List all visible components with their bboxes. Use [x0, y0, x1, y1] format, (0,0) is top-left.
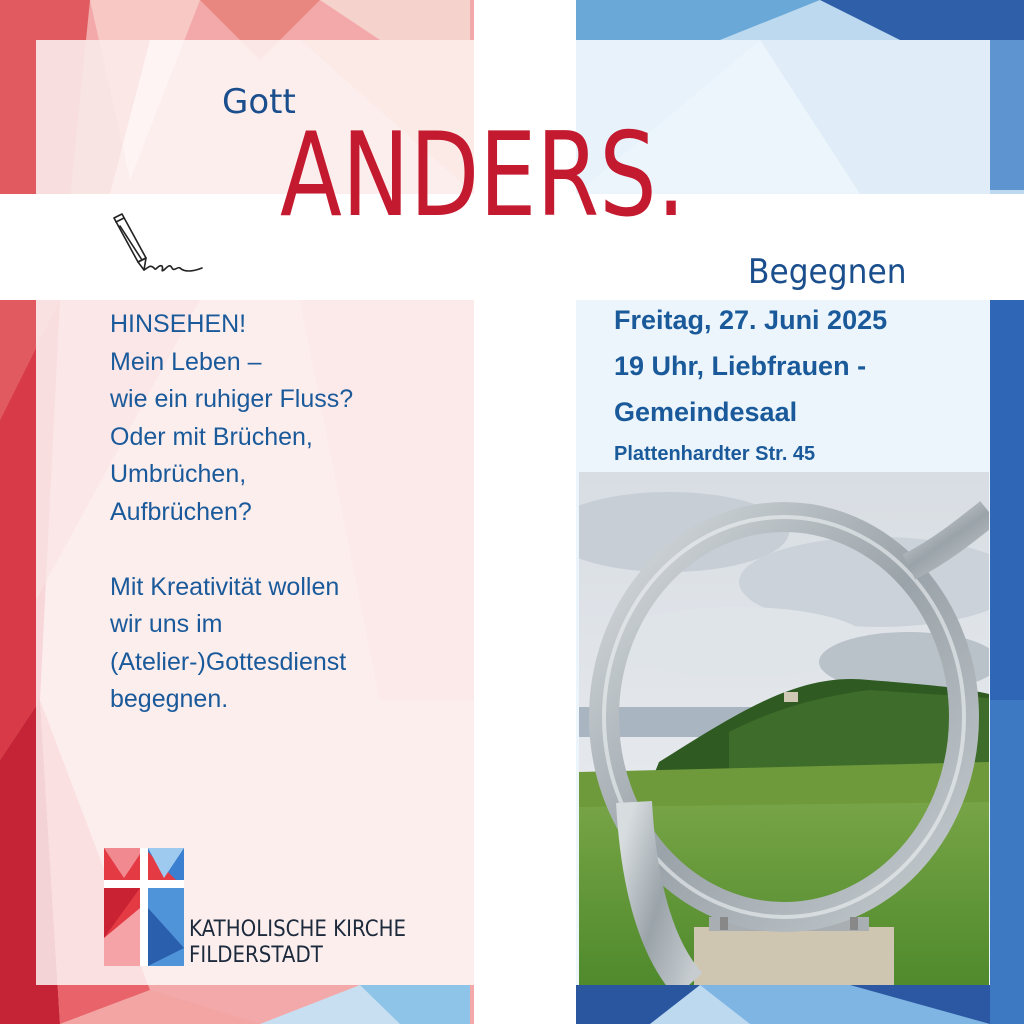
event-address: Plattenhardter Str. 45: [614, 443, 816, 465]
text-line: begegnen.: [110, 685, 229, 713]
text-line: (Atelier-)Gottesdienst: [110, 647, 347, 676]
event-time-place: 19 Uhr, Liebfrauen -: [614, 351, 867, 381]
left-text-block: [110, 306, 470, 719]
text-line: wie ein ruhiger Fluss?: [110, 385, 354, 413]
text-line: Oder mit Brüchen,: [110, 422, 313, 451]
text-line: Mit Kreativität wollen: [110, 572, 340, 601]
org-name-line1: KATHOLISCHE KIRCHE: [189, 917, 406, 942]
text-line: Aufbrüchen?: [110, 497, 252, 526]
church-logo-icon: [104, 848, 184, 966]
event-date: Freitag, 27. Juni 2025: [614, 305, 888, 335]
text-line: wir uns im: [110, 610, 223, 638]
pencil-icon: [108, 210, 204, 280]
text-line: HINSEHEN!: [110, 310, 247, 338]
event-room: Gemeindesaal: [614, 397, 798, 427]
title-begegnen: Begegnen: [748, 252, 907, 292]
text-line: Mein Leben –: [110, 347, 262, 376]
text-line: Umbrüchen,: [110, 460, 247, 488]
title-anders: ANDERS.: [280, 108, 686, 243]
title-gott: Gott: [222, 82, 296, 122]
spacer: [110, 531, 470, 569]
org-name-line2: FILDERSTADT: [189, 943, 323, 968]
ring-sculpture-photo: [579, 472, 989, 985]
